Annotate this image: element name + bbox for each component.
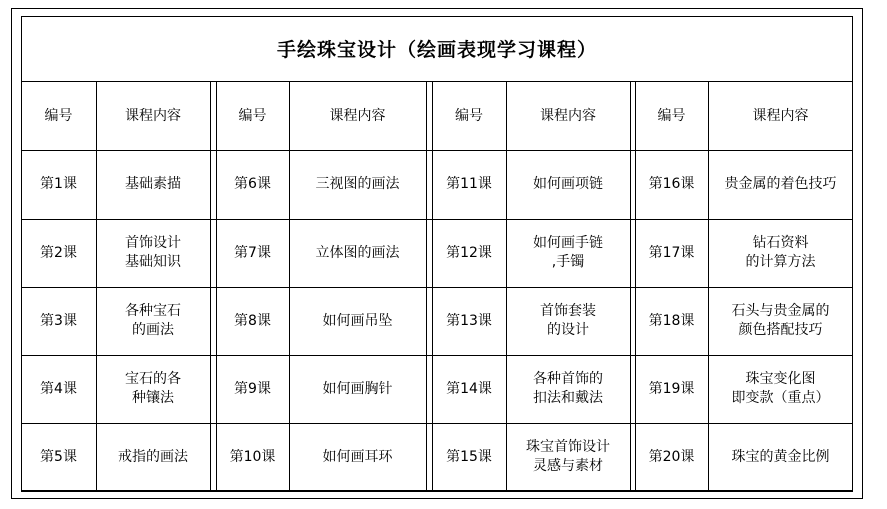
- lesson-content: 石头与贵金属的 颜色搭配技巧: [731, 303, 830, 338]
- header-number: 编号: [657, 107, 686, 124]
- lesson-content: 如何画项链: [533, 176, 603, 192]
- lesson-content: 三视图的画法: [315, 176, 400, 192]
- lesson-number: 第4课: [40, 380, 77, 397]
- lesson-content: 如何画胸针: [322, 380, 393, 397]
- lesson-number: 第6课: [234, 176, 271, 192]
- lesson-number: 第12课: [446, 244, 492, 261]
- row-divider: [21, 491, 853, 492]
- lesson-content: 如何画吊坠: [322, 312, 393, 329]
- page-title: 手绘珠宝设计（绘画表现学习课程）: [21, 16, 853, 82]
- header-number: 编号: [238, 107, 267, 124]
- lesson-content: 各种首饰的 扣法和戴法: [533, 371, 603, 406]
- lesson-content: 宝石的各 种镶法: [125, 371, 181, 406]
- lesson-number: 第7课: [234, 244, 271, 261]
- lesson-content: 各种宝石 的画法: [125, 303, 181, 338]
- lesson-content: 如何画耳环: [322, 448, 393, 465]
- lesson-content: 如何画手链 ,手镯: [533, 235, 603, 270]
- lesson-content: 立体图的画法: [315, 244, 400, 261]
- lesson-number: 第3课: [40, 312, 77, 329]
- lesson-content: 珠宝首饰设计 灵感与素材: [526, 439, 610, 474]
- lesson-number: 第2课: [40, 244, 77, 261]
- header-number: 编号: [44, 107, 73, 124]
- header-content: 课程内容: [125, 107, 181, 124]
- column-divider: [210, 82, 211, 491]
- lesson-content: 首饰套装 的设计: [540, 303, 596, 338]
- lesson-number: 第16课: [648, 176, 695, 192]
- header-content: 课程内容: [329, 107, 386, 124]
- lesson-number: 第19课: [648, 380, 695, 397]
- column-divider: [426, 82, 427, 491]
- lesson-number: 第17课: [648, 244, 695, 261]
- lesson-content: 基础素描: [125, 176, 181, 192]
- header-number: 编号: [455, 107, 483, 124]
- header-content: 课程内容: [540, 107, 596, 124]
- lesson-content: 珠宝的黄金比例: [731, 448, 830, 465]
- lesson-number: 第10课: [229, 448, 276, 465]
- column-divider: [630, 82, 631, 491]
- lesson-number: 第13课: [446, 312, 492, 329]
- lesson-content: 首饰设计 基础知识: [125, 235, 181, 270]
- lesson-number: 第15课: [446, 448, 492, 465]
- lesson-number: 第20课: [648, 448, 695, 465]
- lesson-number: 第8课: [234, 312, 271, 329]
- lesson-content: 戒指的画法: [118, 448, 188, 465]
- lesson-content: 钻石资料 的计算方法: [745, 235, 816, 270]
- lesson-number: 第1课: [40, 176, 77, 192]
- lesson-number: 第14课: [446, 380, 492, 397]
- lesson-number: 第9课: [234, 380, 271, 397]
- header-content: 课程内容: [752, 107, 809, 124]
- lesson-content: 珠宝变化图 即变款（重点）: [731, 371, 830, 406]
- lesson-number: 第5课: [40, 448, 77, 465]
- lesson-number: 第18课: [648, 312, 695, 329]
- lesson-content: 贵金属的着色技巧: [724, 176, 837, 192]
- lesson-number: 第11课: [446, 176, 492, 192]
